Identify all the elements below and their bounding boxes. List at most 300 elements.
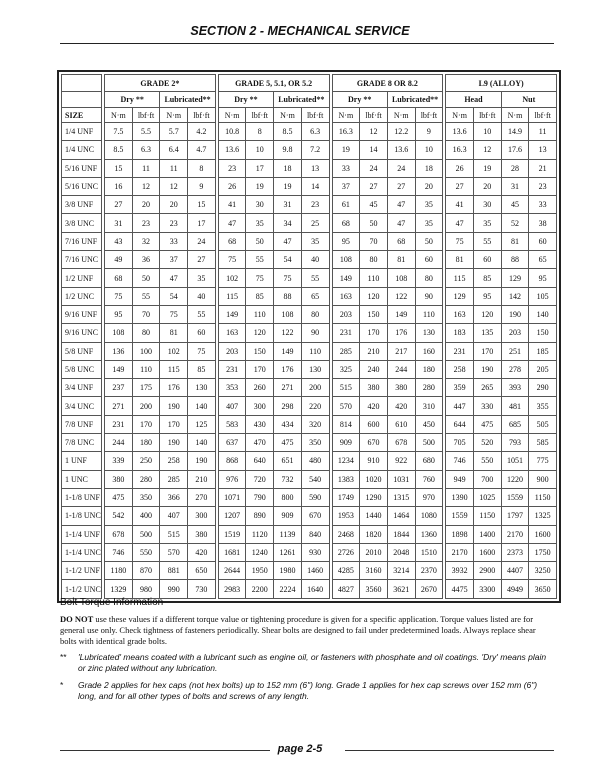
torque-value-cell: 75 [160, 305, 188, 323]
unit-nm-header: N·m [501, 108, 529, 123]
torque-value-cell: 350 [132, 488, 160, 506]
table-row [62, 251, 557, 269]
size-cell: 7/8 UNC [62, 434, 102, 452]
torque-value-cell: 1510 [415, 543, 443, 561]
torque-value-cell: 110 [360, 269, 388, 287]
grade-5-lubricated-header: Lubricated** [274, 92, 329, 108]
unit-lbfft-header: lbf·ft [529, 108, 557, 123]
torque-value-cell: 1150 [473, 507, 501, 525]
torque-value-cell: 890 [246, 507, 274, 525]
torque-value-cell: 909 [274, 507, 302, 525]
torque-value-cell: 108 [105, 324, 133, 342]
torque-value-cell: 190 [473, 360, 501, 378]
torque-value-cell: 163 [332, 287, 360, 305]
table-row [62, 141, 557, 159]
unit-nm-header: N·m [446, 108, 474, 123]
torque-value-cell: 868 [218, 452, 246, 470]
torque-value-cell: 244 [387, 360, 415, 378]
torque-value-cell: 27 [387, 177, 415, 195]
torque-value-cell: 10 [415, 141, 443, 159]
torque-value-cell: 23 [218, 159, 246, 177]
torque-value-cell: 1139 [274, 525, 302, 543]
torque-value-cell: 11 [132, 159, 160, 177]
torque-value-cell: 203 [332, 305, 360, 323]
torque-value-cell: 4.7 [188, 141, 216, 159]
torque-value-cell: 2048 [387, 543, 415, 561]
torque-value-cell: 970 [415, 488, 443, 506]
torque-value-cell: 1080 [415, 507, 443, 525]
table-row [62, 379, 557, 397]
torque-value-cell: 75 [446, 232, 474, 250]
torque-value-cell: 115 [218, 287, 246, 305]
torque-value-cell: 7.2 [301, 141, 329, 159]
unit-nm-header: N·m [218, 108, 246, 123]
torque-value-cell: 32 [132, 232, 160, 250]
table-row [62, 562, 557, 580]
torque-value-cell: 150 [246, 342, 274, 360]
torque-value-cell: 68 [332, 214, 360, 232]
torque-value-cell: 50 [246, 232, 274, 250]
torque-value-cell: 8.5 [105, 141, 133, 159]
torque-value-cell: 120 [246, 324, 274, 342]
torque-value-cell: 380 [188, 525, 216, 543]
torque-value-cell: 36 [132, 251, 160, 269]
torque-value-cell: 550 [132, 543, 160, 561]
torque-value-cell: 1519 [218, 525, 246, 543]
torque-value-cell: 1150 [529, 488, 557, 506]
torque-value-cell: 2726 [332, 543, 360, 561]
torque-value-cell: 746 [446, 452, 474, 470]
table-row [62, 507, 557, 525]
torque-value-cell: 5.5 [132, 123, 160, 141]
torque-value-cell: 237 [105, 379, 133, 397]
torque-value-cell: 60 [473, 251, 501, 269]
torque-value-cell: 393 [501, 379, 529, 397]
page-number: page 2-5 [277, 743, 323, 755]
grade-8-header: GRADE 8 OR 8.2 [332, 75, 443, 92]
torque-value-cell: 28 [501, 159, 529, 177]
warning-lead: DO NOT [60, 614, 94, 624]
torque-value-cell: 258 [160, 452, 188, 470]
torque-value-cell: 68 [105, 269, 133, 287]
torque-value-cell: 75 [218, 251, 246, 269]
torque-value-cell: 270 [188, 488, 216, 506]
torque-value-cell: 75 [274, 269, 302, 287]
torque-value-cell: 285 [160, 470, 188, 488]
torque-value-cell: 130 [188, 379, 216, 397]
torque-value-cell: 55 [188, 305, 216, 323]
torque-value-cell: 1797 [501, 507, 529, 525]
torque-value-cell: 149 [274, 342, 302, 360]
torque-value-cell: 11 [160, 159, 188, 177]
torque-value-cell: 1234 [332, 452, 360, 470]
torque-value-cell: 678 [387, 434, 415, 452]
torque-value-cell: 150 [360, 305, 388, 323]
table-row [62, 232, 557, 250]
torque-value-cell: 20 [415, 177, 443, 195]
torque-value-cell: 678 [105, 525, 133, 543]
torque-value-cell: 140 [188, 434, 216, 452]
size-cell: 1-1/2 UNC [62, 580, 102, 598]
table-row [62, 287, 557, 305]
torque-value-cell: 359 [446, 379, 474, 397]
torque-value-cell: 75 [105, 287, 133, 305]
torque-value-cell: 285 [332, 342, 360, 360]
torque-value-cell: 475 [274, 434, 302, 452]
size-cell: 5/16 UNC [62, 177, 102, 195]
torque-value-cell: 3560 [360, 580, 388, 598]
torque-value-cell: 47 [387, 196, 415, 214]
torque-value-cell: 9.8 [274, 141, 302, 159]
torque-value-cell: 88 [274, 287, 302, 305]
size-cell: 1 UNF [62, 452, 102, 470]
torque-value-cell: 85 [473, 269, 501, 287]
torque-value-cell: 31 [105, 214, 133, 232]
torque-value-cell: 1325 [529, 507, 557, 525]
torque-value-cell: 420 [188, 543, 216, 561]
torque-value-cell: 407 [218, 397, 246, 415]
warning-text: use these values if a different torque value or tightening procedure is given for a specific application. Torque values listed are for general use only. Check tightness of fasteners periodically. Shear bolts are designed to fail under predetermined loads. Always replace shear bolts with identical grade bolts. [60, 614, 536, 646]
torque-value-cell: 447 [446, 397, 474, 415]
torque-value-cell: 47 [218, 214, 246, 232]
grade-8-lubricated-header: Lubricated** [387, 92, 442, 108]
torque-value-cell: 27 [188, 251, 216, 269]
unit-nm-header: N·m [274, 108, 302, 123]
torque-value-cell: 142 [501, 287, 529, 305]
torque-value-cell: 400 [132, 507, 160, 525]
torque-value-cell: 644 [446, 415, 474, 433]
torque-value-cell: 60 [529, 232, 557, 250]
torque-value-cell: 37 [160, 251, 188, 269]
torque-value-cell: 2370 [415, 562, 443, 580]
torque-value-cell: 9 [188, 177, 216, 195]
table-row [62, 415, 557, 433]
torque-value-cell: 31 [501, 177, 529, 195]
torque-value-cell: 122 [387, 287, 415, 305]
torque-value-cell: 200 [301, 379, 329, 397]
torque-value-cell: 55 [246, 251, 274, 269]
torque-value-cell: 149 [218, 305, 246, 323]
torque-value-cell: 65 [301, 287, 329, 305]
torque-value-cell: 881 [160, 562, 188, 580]
torque-value-cell: 585 [529, 434, 557, 452]
torque-value-cell: 31 [274, 196, 302, 214]
table-caption: Bolt Torque Information [60, 597, 164, 608]
torque-value-cell: 129 [501, 269, 529, 287]
torque-value-cell: 6.3 [132, 141, 160, 159]
torque-value-cell: 570 [160, 543, 188, 561]
torque-value-cell: 4827 [332, 580, 360, 598]
torque-value-cell: 380 [387, 379, 415, 397]
torque-value-cell: 160 [415, 342, 443, 360]
torque-value-cell: 330 [473, 397, 501, 415]
unit-nm-header: N·m [387, 108, 415, 123]
torque-value-cell: 1261 [274, 543, 302, 561]
torque-value-cell: 290 [529, 379, 557, 397]
torque-value-cell: 90 [301, 324, 329, 342]
l9-head-header: Head [446, 92, 501, 108]
torque-value-cell: 4407 [501, 562, 529, 580]
torque-value-cell: 88 [501, 251, 529, 269]
torque-value-cell: 108 [274, 305, 302, 323]
torque-value-cell: 90 [415, 287, 443, 305]
torque-value-cell: 470 [246, 434, 274, 452]
torque-value-cell: 505 [529, 415, 557, 433]
torque-value-cell: 450 [415, 415, 443, 433]
torque-value-cell: 271 [274, 379, 302, 397]
table-row [62, 543, 557, 561]
torque-value-cell: 475 [105, 488, 133, 506]
size-cell: 1/2 UNF [62, 269, 102, 287]
torque-table [61, 74, 557, 599]
torque-value-cell: 108 [387, 269, 415, 287]
torque-value-cell: 685 [501, 415, 529, 433]
torque-value-cell: 30 [246, 196, 274, 214]
torque-value-cell: 1559 [501, 488, 529, 506]
torque-value-cell: 136 [105, 342, 133, 360]
torque-value-cell: 265 [473, 379, 501, 397]
unit-nm-header: N·m [332, 108, 360, 123]
torque-value-cell: 515 [332, 379, 360, 397]
grade-note [60, 680, 554, 702]
torque-value-cell: 14 [301, 177, 329, 195]
torque-value-cell: 3650 [529, 580, 557, 598]
torque-value-cell: 68 [218, 232, 246, 250]
table-row [62, 214, 557, 232]
torque-value-cell: 24 [188, 232, 216, 250]
torque-value-cell: 1749 [332, 488, 360, 506]
torque-value-cell: 500 [132, 525, 160, 543]
torque-value-cell: 420 [360, 397, 388, 415]
torque-value-cell: 15 [105, 159, 133, 177]
unit-lbfft-header: lbf·ft [301, 108, 329, 123]
torque-value-cell: 55 [132, 287, 160, 305]
torque-value-cell: 19 [473, 159, 501, 177]
torque-value-cell: 793 [501, 434, 529, 452]
torque-value-cell: 1980 [274, 562, 302, 580]
torque-value-cell: 1360 [415, 525, 443, 543]
torque-value-cell: 80 [132, 324, 160, 342]
size-cell: 5/8 UNF [62, 342, 102, 360]
torque-value-cell: 80 [360, 251, 388, 269]
torque-value-cell: 732 [274, 470, 302, 488]
torque-value-cell: 1240 [246, 543, 274, 561]
torque-value-cell: 909 [332, 434, 360, 452]
torque-value-cell: 23 [132, 214, 160, 232]
torque-value-cell: 515 [160, 525, 188, 543]
torque-value-cell: 95 [105, 305, 133, 323]
torque-value-cell: 2644 [218, 562, 246, 580]
torque-value-cell: 125 [188, 415, 216, 433]
torque-value-cell: 190 [160, 434, 188, 452]
table-row [62, 470, 557, 488]
torque-value-cell: 720 [246, 470, 274, 488]
torque-value-cell: 108 [332, 251, 360, 269]
torque-value-cell: 102 [218, 269, 246, 287]
torque-value-cell: 24 [387, 159, 415, 177]
torque-value-cell: 542 [105, 507, 133, 525]
torque-value-cell: 170 [360, 324, 388, 342]
grade-2-dry-header: Dry ** [105, 92, 160, 108]
torque-value-cell: 730 [188, 580, 216, 598]
torque-value-cell: 50 [360, 214, 388, 232]
torque-value-cell: 980 [132, 580, 160, 598]
torque-value-cell: 170 [132, 415, 160, 433]
size-cell: 1-1/4 UNC [62, 543, 102, 561]
torque-value-cell: 339 [105, 452, 133, 470]
torque-value-cell: 18 [415, 159, 443, 177]
torque-value-cell: 1290 [360, 488, 388, 506]
torque-value-cell: 81 [160, 324, 188, 342]
torque-value-cell: 976 [218, 470, 246, 488]
torque-value-cell: 170 [160, 415, 188, 433]
size-cell: 5/16 UNF [62, 159, 102, 177]
unit-lbfft-header: lbf·ft [360, 108, 388, 123]
torque-value-cell: 60 [188, 324, 216, 342]
torque-value-cell: 33 [160, 232, 188, 250]
torque-value-cell: 244 [105, 434, 133, 452]
torque-value-cell: 50 [415, 232, 443, 250]
torque-value-cell: 540 [301, 470, 329, 488]
size-cell: 1-1/4 UNF [62, 525, 102, 543]
size-cell: 7/8 UNF [62, 415, 102, 433]
torque-value-cell: 310 [415, 397, 443, 415]
torque-value-cell: 14 [360, 141, 388, 159]
torque-table-body [62, 123, 557, 599]
torque-value-cell: 180 [132, 434, 160, 452]
torque-value-cell: 34 [274, 214, 302, 232]
grade-5-dry-header: Dry ** [218, 92, 273, 108]
torque-value-cell: 38 [529, 214, 557, 232]
torque-value-cell: 1180 [105, 562, 133, 580]
torque-value-cell: 43 [105, 232, 133, 250]
torque-value-cell: 4.2 [188, 123, 216, 141]
torque-value-cell: 637 [218, 434, 246, 452]
torque-value-cell: 47 [160, 269, 188, 287]
unit-nm-header: N·m [105, 108, 133, 123]
torque-value-cell: 3250 [529, 562, 557, 580]
torque-value-cell: 163 [446, 305, 474, 323]
torque-value-cell: 2900 [473, 562, 501, 580]
torque-value-cell: 2170 [446, 543, 474, 561]
condition-header-row [62, 92, 557, 108]
torque-value-cell: 900 [529, 470, 557, 488]
torque-value-cell: 1220 [501, 470, 529, 488]
table-row [62, 159, 557, 177]
corner-cell [62, 75, 102, 92]
torque-value-cell: 1640 [301, 580, 329, 598]
torque-value-cell: 8 [246, 123, 274, 141]
torque-value-cell: 149 [332, 269, 360, 287]
torque-value-cell: 35 [188, 269, 216, 287]
torque-value-cell: 1898 [446, 525, 474, 543]
torque-value-cell: 35 [246, 214, 274, 232]
table-row [62, 305, 557, 323]
torque-value-cell: 210 [360, 342, 388, 360]
torque-value-cell: 9 [415, 123, 443, 141]
size-cell: 5/8 UNC [62, 360, 102, 378]
torque-value-cell: 298 [274, 397, 302, 415]
torque-value-cell: 220 [301, 397, 329, 415]
torque-value-cell: 49 [105, 251, 133, 269]
torque-value-cell: 190 [501, 305, 529, 323]
table-row [62, 177, 557, 195]
torque-value-cell: 13.6 [387, 141, 415, 159]
size-cell: 9/16 UNF [62, 305, 102, 323]
torque-value-cell: 380 [105, 470, 133, 488]
torque-value-cell: 1025 [473, 488, 501, 506]
table-row [62, 525, 557, 543]
torque-value-cell: 2170 [501, 525, 529, 543]
torque-value-cell: 650 [188, 562, 216, 580]
torque-value-cell: 1020 [360, 470, 388, 488]
torque-value-cell: 40 [188, 287, 216, 305]
note-text: Grade 2 applies for hex caps (not hex bolts) up to 152 mm (6") long. Grade 1 applies for hex cap screws over 152 mm (6") long, and for all other types of bolts and screws of any length. [78, 680, 538, 701]
table-row [62, 360, 557, 378]
torque-value-cell: 15 [188, 196, 216, 214]
torque-value-cell: 140 [529, 305, 557, 323]
l9-alloy-header: L9 (ALLOY) [446, 75, 557, 92]
torque-value-cell: 922 [387, 452, 415, 470]
torque-value-cell: 231 [332, 324, 360, 342]
torque-value-cell: 300 [246, 397, 274, 415]
torque-value-cell: 610 [387, 415, 415, 433]
size-cell: 1 UNC [62, 470, 102, 488]
unit-lbfft-header: lbf·ft [132, 108, 160, 123]
torque-value-cell: 480 [301, 452, 329, 470]
torque-value-cell: 4949 [501, 580, 529, 598]
torque-value-cell: 85 [188, 360, 216, 378]
torque-value-cell: 583 [218, 415, 246, 433]
torque-value-cell: 10 [246, 141, 274, 159]
torque-value-cell: 41 [218, 196, 246, 214]
torque-value-cell: 13.6 [446, 123, 474, 141]
torque-value-cell: 23 [160, 214, 188, 232]
torque-value-cell: 35 [415, 196, 443, 214]
torque-value-cell: 1460 [301, 562, 329, 580]
torque-value-cell: 26 [446, 159, 474, 177]
torque-value-cell: 11 [529, 123, 557, 141]
torque-value-cell: 150 [529, 324, 557, 342]
torque-value-cell: 271 [105, 397, 133, 415]
torque-value-cell: 430 [246, 415, 274, 433]
torque-value-cell: 205 [529, 360, 557, 378]
unit-lbfft-header: lbf·ft [473, 108, 501, 123]
torque-value-cell: 180 [415, 360, 443, 378]
torque-value-cell: 120 [360, 287, 388, 305]
torque-value-cell: 910 [360, 452, 388, 470]
torque-value-cell: 3160 [360, 562, 388, 580]
torque-value-cell: 814 [332, 415, 360, 433]
torque-value-cell: 231 [218, 360, 246, 378]
torque-value-cell: 70 [132, 305, 160, 323]
torque-value-cell: 670 [360, 434, 388, 452]
size-cell: 3/8 UNC [62, 214, 102, 232]
torque-value-cell: 1600 [473, 543, 501, 561]
torque-value-cell: 16.3 [332, 123, 360, 141]
torque-value-cell: 33 [529, 196, 557, 214]
torque-value-cell: 17 [188, 214, 216, 232]
torque-value-cell: 1681 [218, 543, 246, 561]
torque-value-cell: 1390 [446, 488, 474, 506]
torque-value-cell: 81 [501, 232, 529, 250]
lubricated-note [60, 652, 554, 674]
torque-value-cell: 700 [473, 470, 501, 488]
torque-value-cell: 790 [246, 488, 274, 506]
torque-value-cell: 8 [188, 159, 216, 177]
torque-value-cell: 47 [446, 214, 474, 232]
torque-value-cell: 122 [274, 324, 302, 342]
